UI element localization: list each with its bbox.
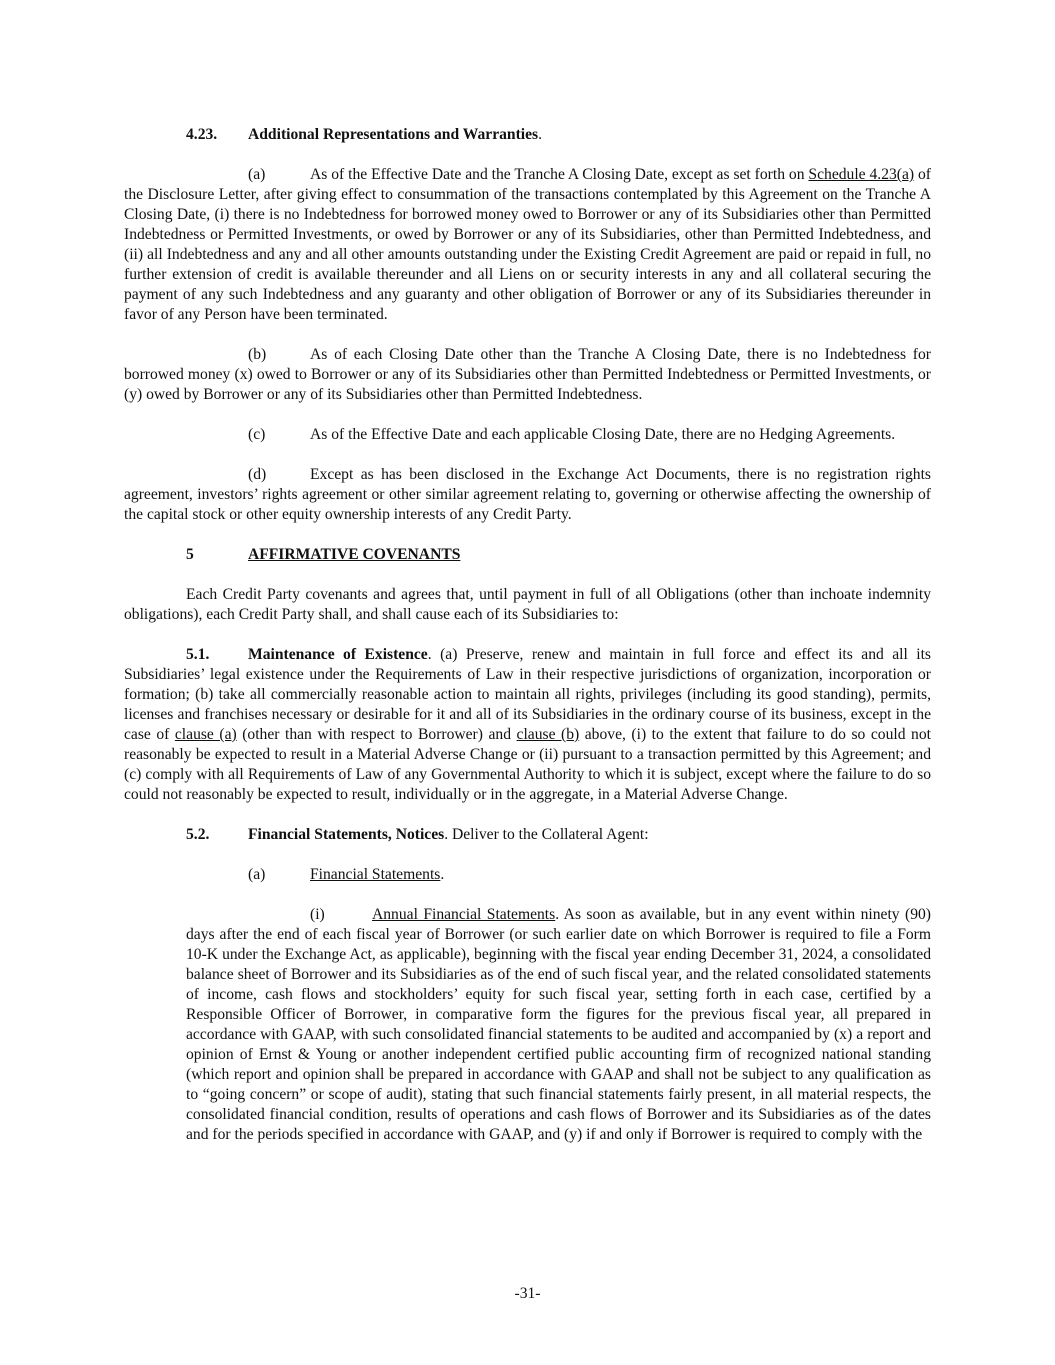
section-5-2-heading — [124, 825, 931, 845]
clause-label: (a) — [248, 866, 266, 883]
page-number: -31- — [514, 1285, 541, 1302]
section-4-23-heading — [124, 125, 931, 145]
schedule-link[interactable]: Schedule 4.23(a) — [808, 166, 915, 183]
section-number: 5.1. — [186, 646, 210, 663]
section-number: 5.2. — [186, 826, 210, 843]
section-number: 5 — [186, 546, 194, 563]
section-number: 4.23. — [186, 126, 218, 143]
clause-label: (i) — [310, 906, 325, 923]
section-title-wrap: Financial Statements, Notices. Deliver to the Collateral Agent: — [248, 826, 649, 843]
section-5-2-a-heading: (a) Financial Statements. — [248, 866, 445, 883]
document-body — [124, 125, 931, 1145]
section-title: Financial Statements, Notices — [248, 826, 445, 843]
section-5-intro: Each Credit Party covenants and agrees that, until payment in full of all Obligations (other than inchoate indemnity obligations), each Credit Party shall, and shall cause each of its Subsidiaries to: — [124, 586, 931, 623]
paragraph-4-23-d: (d) Except as has been disclosed in the Exchange Act Documents, there is no registration rights agreement, investors’ rights agreement or other similar agreement relating to, governing or otherwise affecting the ownership of the capital stock or other equity ownership interests of any Credit Party. — [124, 466, 931, 523]
section-title: AFFIRMATIVE COVENANTS — [248, 546, 461, 563]
paragraph-4-23-c: (c) As of the Effective Date and each applicable Closing Date, there are no Hedging Agreements. — [248, 426, 896, 443]
section-title: Additional Representations and Warranties — [248, 126, 539, 143]
section-5-1-paragraph: 5.1. Maintenance of Existence. (a) Preserve, renew and maintain in full force and effect its and all its Subsidiaries’ legal existence under the Requirements of Law in their respective jurisdictions of organization, incorporation or formation; (b) take all commercially reasonable action to maintain all rights, privileges (including its good standing), permits, licenses and franchises necessary or desirable for it and all of its Subsidiaries in the ordinary course of its business, except in the case of clause (a) (other than with respect to Borrower) and clause (b) above, (i) to the extent that failure to do so could not reasonably be expected to result in a Material Adverse Change or (ii) pursuant to a transaction permitted by this Agreement; and (c) comply with all Requirements of Law of any Governmental Authority to which it is subject, except where the failure to do so could not reasonably be expected to result, individually or in the aggregate, in a Material Adverse Change. — [124, 646, 931, 803]
clause-label: (d) — [248, 466, 267, 483]
section-title: Maintenance of Existence — [248, 646, 428, 663]
clause-label: (a) — [248, 166, 266, 183]
clause-label: (c) — [248, 426, 266, 443]
section-5-2-a-i-paragraph: (i) Annual Financial Statements. As soon as available, but in any event within ninety (90) days after the end of each fiscal year of Borrower (or such earlier date on which Borrower is required to file a Form 10-K under the Exchange Act, as applicable), beginning with the fiscal year ending December 31, 2024, a consolidated balance sheet of Borrower and its Subsidiaries as of the end of such fiscal year, and the related consolidated statements of income, cash flows and stockholders’ equity for such fiscal year, setting forth in each case, certified by a Responsible Officer of Borrower, in comparative form the figures for the previous fiscal year, all prepared in accordance with GAAP, with such consolidated financial statements to be audited and accompanied by (x) a report and opinion of Ernst & Young or another independent certified public accounting firm of recognized national standing (which report and opinion shall be prepared in accordance with GAAP and shall not be subject to any qualification as to “going concern” or scope of audit), stating that such financial statements fairly present, in all material respects, the consolidated financial condition, results of operations and cash flows of Borrower and its Subsidiaries as of the dates and for the periods specified in accordance with GAAP, and (y) if and only if Borrower is required to comply with the — [186, 906, 931, 1143]
section-5-heading — [124, 545, 931, 565]
clause-b-link[interactable]: clause (b) — [516, 726, 580, 743]
paragraph-4-23-b: (b) As of each Closing Date other than the Tranche A Closing Date, there is no Indebtedness for borrowed money (x) owed to Borrower or any of its Subsidiaries other than Permitted Indebtedness or Permitted Investments, or (y) owed by Borrower or any of its Subsidiaries other than Permitted Indebtedness. — [124, 346, 931, 403]
section-title-wrap: Additional Representations and Warranties. — [248, 126, 543, 143]
clause-label: (b) — [248, 346, 267, 363]
subsection-title: Annual Financial Statements — [372, 906, 556, 923]
subsection-title: Financial Statements — [310, 866, 441, 883]
clause-a-link[interactable]: clause (a) — [174, 726, 237, 743]
paragraph-4-23-a: (a) As of the Effective Date and the Tranche A Closing Date, except as set forth on Schedule 4.23(a) of the Disclosure Letter, after giving effect to consummation of the transactions contemplated by this Agreement on the Tranche A Closing Date, (i) there is no Indebtedness for borrowed money owed to Borrower or any of its Subsidiaries other than Permitted Indebtedness or Permitted Investments, or owed by Borrower or any of its Subsidiaries, other than Permitted Indebtedness, and (ii) all Indebtedness and any and all other amounts outstanding under the Existing Credit Agreement are paid or repaid in full, no further extension of credit is available thereunder and all Liens on or security interests in any and all collateral securing the payment of any such Indebtedness and any guaranty and other obligation of Borrower or any of its Subsidiaries thereunder in favor of any Person have been terminated. — [124, 166, 931, 323]
